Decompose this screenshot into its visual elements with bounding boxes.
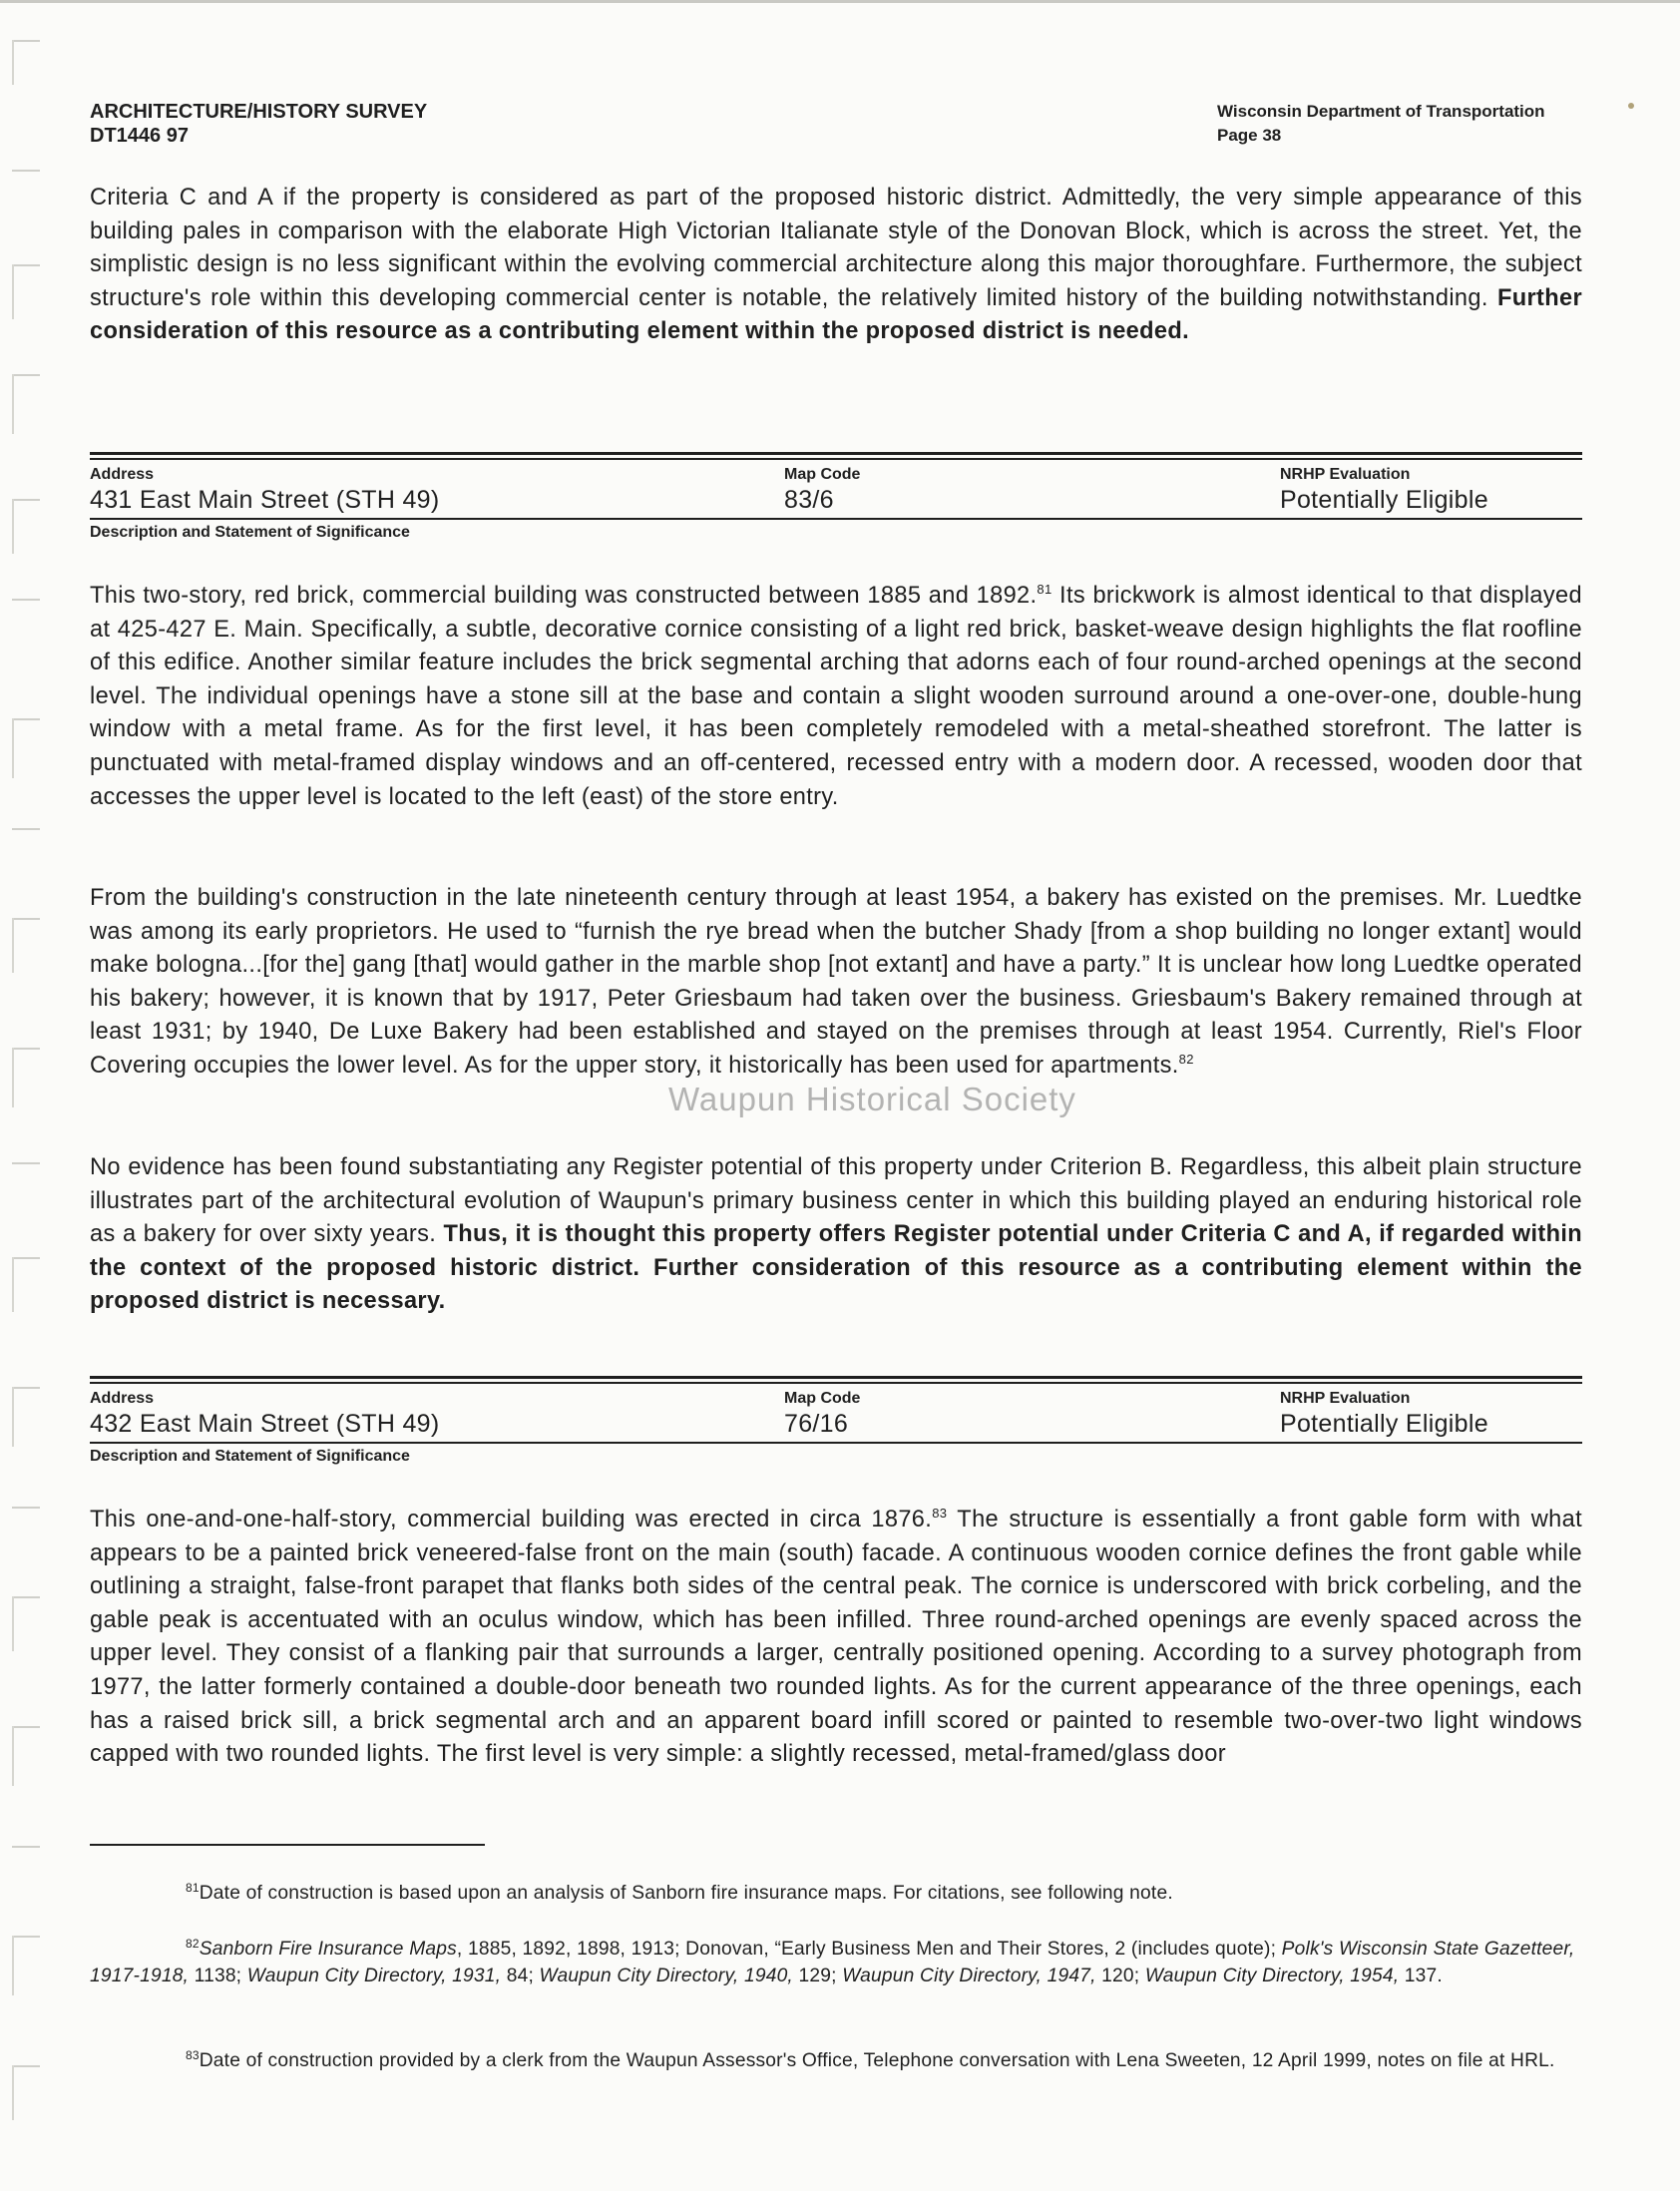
binder-margin [12, 0, 52, 2191]
survey-title: ARCHITECTURE/HISTORY SURVEY [90, 101, 428, 123]
survey-header [90, 100, 427, 148]
description-label: Description and Statement of Significance [90, 1448, 410, 1465]
record-431-paragraph-3: No evidence has been found substantiating any Register potential of this property under Criterion B. Regardless, this albeit plain structure illustrates part of the architectural evolution of Waupun's primary business center in which this building played an enduring historical role as a bakery for over sixty years. Thus, it is thought this property offers Register potential under Criteria C and A, if regarded within the context of the proposed historic district. Further consideration of this resource as a contributing element within the proposed district is necessary. [90, 1154, 1583, 1315]
page-number: Page 38 [1217, 126, 1282, 145]
footnote-82: $^{82}$Sanborn Fire Insurance Maps, 1885, 1892, 1898, 1913; Donovan, “Early Business Men and Their Stores, 2 (includes quote); Polk's Wisconsin State Gazetteer, 1917-1918, 1138; Waupun City Directory, 1931, 84; Waupun City Directory, 1940, 129; Waupun City Directory, 1947, 120; Waupun City Directory, 1954, 137. [90, 1937, 1575, 1986]
record-431-header [90, 452, 1582, 552]
map-code-label: Map Code [784, 1390, 861, 1407]
nrhp-value: Potentially Eligible [1280, 486, 1488, 514]
nrhp-label: NRHP Evaluation [1280, 466, 1411, 483]
page-top-edge [0, 0, 1680, 3]
watermark: Waupun Historical Society [668, 1081, 1076, 1117]
footnote-ref-81: 81 [1037, 582, 1052, 597]
record-432-header [90, 1376, 1582, 1476]
survey-code: DT1446 97 [90, 125, 189, 147]
agency-name: Wisconsin Department of Transportation [1217, 102, 1545, 121]
footnote-ref-82: 82 [1178, 1051, 1194, 1067]
map-code-value: 76/16 [784, 1410, 849, 1438]
footnote-83: $^{83}$Date of construction provided by a clerk from the Waupun Assessor's Office, Telephone conversation with Lena Sweeten, 12 April 1999, notes on file at HRL. [186, 2048, 1555, 2071]
record-431-conclusion: Thus, it is thought this property offers Register potential under Criteria C and A, if regarded within the context of the proposed historic district. Further consideration of this resource as a contributing element within the proposed district is necessary. [90, 1221, 1583, 1315]
intro-paragraph: Criteria C and A if the property is considered as part of the proposed historic district. Admittedly, the very simple appearance of this building pales in comparison with the elaborate High Victorian Italianate style of the Donovan Block, which is across the street. Yet, the simplistic design is no less significant within the evolving commercial architecture along this major thoroughfare. Furthermore, the subject structure's role within this developing commercial center is notable, the relatively limited history of the building notwithstanding. Further consideration of this resource as a contributing element within the proposed district is needed. [90, 185, 1583, 345]
address-value: 431 East Main Street (STH 49) [90, 486, 440, 514]
record-432-paragraph-1: This one-and-one-half-story, commercial building was erected in circa 1876.83 The structure is essentially a front gable form with what appears to be a painted brick veneered-false front on the main (south) facade. A continuous wooden cornice defines the front gable while outlining a straight, false-front parapet that flanks both sides of the central peak. The cornice is underscored with brick corbeling, and the gable peak is accentuated with an oculus window, which has been infilled. Three round-arched openings are evenly spaced across the upper level. They consist of a flanking pair that surrounds a larger, centrally positioned opening. According to a survey photograph from 1977, the latter formerly contained a double-door beneath two rounded lights. As for the current appearance of the three openings, each has a raised brick sill, a brick segmental arch and an apparent board infill scored or painted to resemble two-over-two light windows capped with two rounded lights. The first level is very simple: a slightly recessed, metal-framed/glass door [90, 1506, 1582, 1768]
footnote-divider [90, 1844, 485, 1846]
record-431-paragraph-1: This two-story, red brick, commercial building was constructed between 1885 and 1892.81 Its brickwork is almost identical to that displayed at 425-427 E. Main. Specifically, a subtle, decorative cornice consisting of a light red brick, basket-weave design highlights the flat roofline of this edifice. Another similar feature includes the brick segmental arching that adorns each of four round-arched openings at the second level. The individual openings have a stone sill at the base and contain a slight wooden surround around a one-over-one, double-hung window with a metal frame. As for the first level, it has been completely remodeled with a metal-sheathed storefront. The latter is punctuated with metal-framed display windows and an off-centered, recessed entry with a modern door. A recessed, wooden door that accesses the upper level is located to the left (east) of the store entry. [90, 582, 1582, 810]
address-label: Address [90, 1390, 155, 1407]
intro-conclusion: Further consideration of this resource as a contributing element within the proposed district is needed. [90, 284, 1583, 345]
footnote-81: $^{81}$Date of construction is based upon an analysis of Sanborn fire insurance maps. For citations, see following note. [186, 1881, 1173, 1904]
paper-speck [1628, 103, 1634, 109]
map-code-label: Map Code [784, 466, 861, 483]
nrhp-value: Potentially Eligible [1280, 1410, 1488, 1438]
nrhp-label: NRHP Evaluation [1280, 1390, 1411, 1407]
address-label: Address [90, 466, 155, 483]
agency-header [1217, 100, 1545, 148]
description-label: Description and Statement of Significance [90, 524, 410, 541]
map-code-value: 83/6 [784, 486, 834, 514]
footnote-ref-83: 83 [932, 1506, 948, 1521]
address-value: 432 East Main Street (STH 49) [90, 1410, 440, 1438]
record-431-paragraph-2: From the building's construction in the late nineteenth century through at least 1954, a bakery has existed on the premises. Mr. Luedtke was among its early proprietors. He used to “furnish the rye bread when the butcher Shady [from a shop building no longer extant] would make bologna...[for the] gang [that] would gather in the marble shop [not extant] and have a party.” It is unclear how long Luedtke operated his bakery; however, it is known that by 1917, Peter Griesbaum had taken over the business. Griesbaum's Bakery remained through at least 1931; by 1940, De Luxe Bakery had been established and stayed on the premises through at least 1954. Currently, Riel's Floor Covering occupies the lower level. As for the upper story, it historically has been used for apartments.$^{82}$ [90, 885, 1582, 1079]
